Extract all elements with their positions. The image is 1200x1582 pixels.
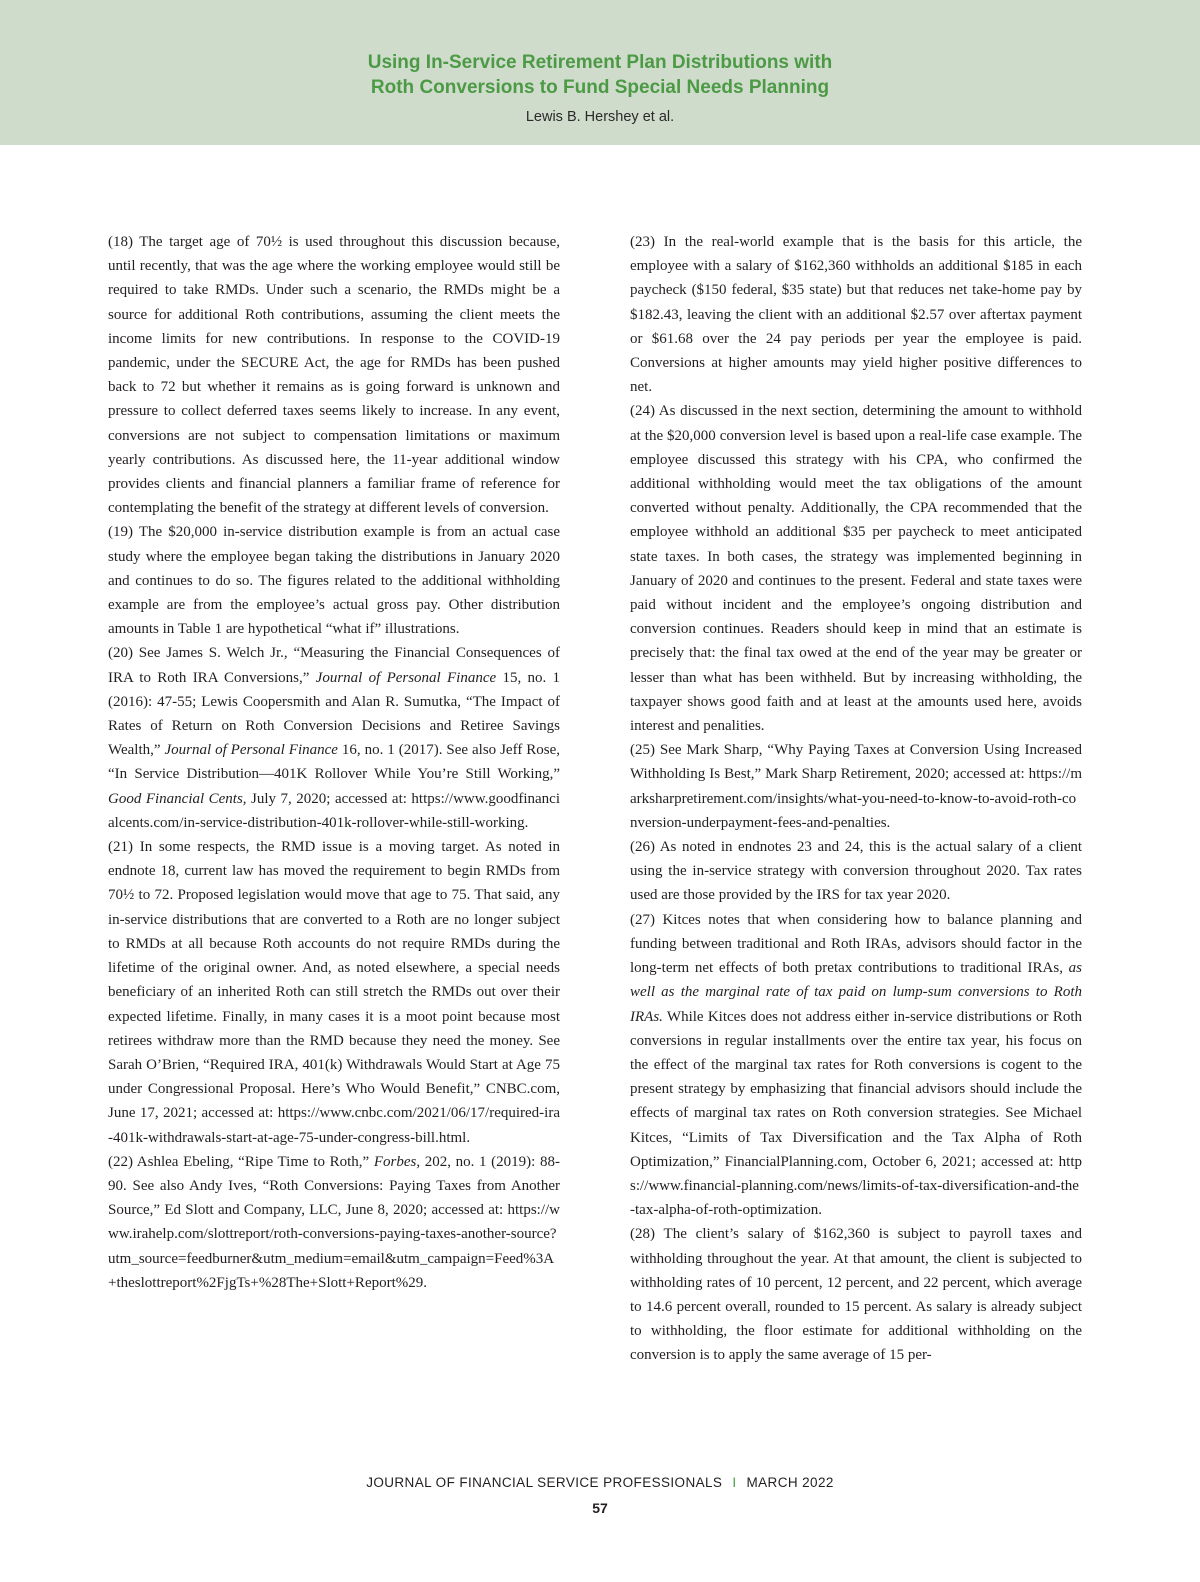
endnote-20-text: (20) See James S. Welch Jr., “Measuring the Financial Consequences of IRA to Roth IRA Conversions,” — [108, 645, 560, 686]
endnote-23: (23) In the real-world example that is the basis for this article, the employee with a salary of $162,360 withholds an additional $185 in each paycheck ($150 federal, $35 state) but that reduces net take-home pay by $182.43, leaving the client with an additional $2.57 over aftertax payment or $61.68 over the 24 pay periods per year the employee is paid. Conversions at higher amounts may yield higher positive differences to net. — [630, 234, 1082, 396]
endnote-26: (26) As noted in endnotes 23 and 24, this is the actual salary of a client using the in-service strategy with conversion throughout 2020. Tax rates used are those provided by the IRS for tax year 2020. — [630, 839, 1082, 904]
endnote-25-text: (25) See Mark Sharp, “Why Paying Taxes at Conversion Using Increased Withholding Is Best,” Mark Sharp Retirement, 2020; accessed at: — [630, 742, 1082, 783]
left-column — [108, 230, 560, 1295]
page-footer — [0, 1475, 1200, 1490]
article-title-line-2: Roth Conversions to Fund Special Needs Planning — [370, 77, 830, 98]
endnote-22-text: 202, no. 1 (2019): 88-90. See also Andy Ives, “Roth Conversions: Paying Taxes from Another Source,” Ed Slott and Company, LLC, June 8, 2020; accessed at: — [108, 1153, 560, 1219]
right-column — [630, 230, 1082, 1368]
footer-separator: I — [732, 1475, 737, 1490]
endnote-20-text: 16, no. 1 (2017). See also Jeff Rose, “In Service Distribution—401K Rollover While You’re Still Working,” — [108, 742, 561, 783]
endnote-22 — [108, 1150, 560, 1295]
endnote-27-url[interactable]: https://www.financial-planning.com/news/limits-of-tax-diversification-and-the-tax-alpha-of-roth-optimization. — [630, 1153, 1082, 1219]
endnote-22-url[interactable]: https://www.irahelp.com/slottreport/roth-conversions-paying-taxes-another-source?utm_source=feedburner&utm_medium=email&utm_campaign=Feed%3A+theslottreport%2FjgTs+%28The+Slott+Report%29. — [108, 1202, 560, 1291]
publication-title: Good Financial Cents, — [108, 790, 247, 807]
endnote-27-emphasis: as well as the marginal rate of tax paid on lump-sum conversions to Roth IRAs. — [630, 960, 1082, 1025]
endnote-21 — [108, 835, 560, 1150]
issue-date: MARCH 2022 — [746, 1475, 834, 1490]
endnote-20 — [108, 641, 560, 835]
journal-title: Journal of Personal Finance — [315, 669, 497, 686]
article-title-line-1: Using In-Service Retirement Plan Distributions with — [367, 52, 833, 73]
journal-title: Journal of Personal Finance — [164, 742, 338, 759]
endnote-25-url[interactable]: https://marksharpretirement.com/insights/what-you-need-to-know-to-avoid-roth-conversion-underpayment-fees-and-penalties. — [630, 766, 1082, 831]
endnote-28: (28) The client’s salary of $162,360 is subject to payroll taxes and withholding throughout the year. At that amount, the client is subjected to withholding rates of 10 percent, 12 percent, and 22 percent, which average to 14.6 percent overall, rounded to 15 percent. As salary is already subject to withholding, the floor estimate for additional withholding on the conversion is to apply the same average of 15 per- — [630, 1226, 1082, 1364]
endnote-20-url[interactable]: https://www.goodfinancialcents.com/in-service-distribution-401k-rollover-while-still-working. — [108, 790, 560, 831]
endnote-18: (18) The target age of 70½ is used throughout this discussion because, until recently, that was the age where the working employee would still be required to take RMDs. Under such a scenario, the RMDs might be a source for additional Roth contributions, assuming the client meets the income limits for new contributions. In response to the COVID-19 pandemic, under the SECURE Act, the age for RMDs has been pushed back to 72 but whether it remains as is going forward is unknown and pressure to collect deferred taxes seems likely to increase. In any event, conversions are not subject to compensation limitations or maximum yearly contributions. As discussed here, the 11-year additional window provides clients and financial planners a familiar frame of reference for contemplating the benefit of the strategy at different levels of conversion. — [108, 234, 560, 517]
endnote-25 — [630, 738, 1082, 835]
endnote-21-text: (21) In some respects, the RMD issue is a moving target. As noted in endnote 18, current law has moved the requirement to begin RMDs from 70½ to 72. Proposed legislation would move that age to 75. That said, any in-service distributions that are converted to a Roth are no longer subject to RMDs at all because Roth accounts do not require RMDs during the lifetime of the original owner. And, as noted elsewhere, a special needs beneficiary of an inherited Roth can still stretch the RMDs out over their expected lifetime. Finally, in many cases it is a moot point because most retirees withdraw more than the RMD because they need the money. See Sarah O’Brien, “Required IRA, 401(k) Withdrawals Would Start at Age 75 under Congressional Proposal. Here’s Who Would Benefit,” CNBC.com, June 17, 2021; accessed at: — [108, 839, 560, 1122]
endnote-22-text: (22) Ashlea Ebeling, “Ripe Time to Roth,” — [108, 1153, 374, 1170]
endnote-19: (19) The $20,000 in-service distribution example is from an actual case study where the employee began taking the distributions in January 2020 and continues to do so. The figures related to the additional withholding example are from the employee’s actual gross pay. Other distribution amounts in Table 1 are hypothetical “what if” illustrations. — [108, 524, 560, 638]
header-band — [0, 0, 1200, 145]
article-title — [0, 50, 1200, 100]
article-author: Lewis B. Hershey et al. — [525, 109, 675, 125]
endnote-20-text: July 7, 2020; accessed at: — [246, 790, 412, 807]
endnote-27-text: (27) Kitces notes that when considering how to balance planning and funding between traditional and Roth IRAs, advisors should factor in the long-term net effects of both pretax contributions to traditional IRAs, — [630, 911, 1082, 977]
journal-name: JOURNAL OF FINANCIAL SERVICE PROFESSIONALS — [366, 1475, 723, 1490]
endnote-24: (24) As discussed in the next section, determining the amount to withhold at the $20,000 conversion level is based upon a real-life case example. The employee discussed this strategy with his CPA, who confirmed the additional withholding would meet the tax obligations of the amount converted without penalty. Additionally, the CPA recommended that the employee withhold an additional $35 per paycheck to meet anticipated state taxes. In both cases, the strategy was implemented beginning in January of 2020 and continues to the present. Federal and state taxes were paid without incident and the employee’s ongoing distribution and conversion continues. Readers should keep in mind that an estimate is precisely that: the final tax owed at the end of the year may be greater or lesser than what has been withheld. But by increasing withholding, the taxpayer shows good faith and at least at the amounts used here, avoids interest and penalities. — [630, 403, 1082, 735]
publication-title: Forbes, — [373, 1153, 421, 1170]
endnote-27 — [630, 908, 1082, 1223]
endnote-21-url[interactable]: https://www.cnbc.com/2021/06/17/required-ira-401k-withdrawals-start-at-age-75-under-congress-bill.html. — [108, 1105, 560, 1146]
endnote-20-text: 15, no. 1 (2016): 47-55; Lewis Coopersmith and Alan R. Sumutka, “The Impact of Rates of Return on Roth Conversion Decisions and Retiree Savings Wealth,” — [108, 669, 560, 759]
endnote-27-text: While Kitces does not address either in-service distributions or Roth conversions in regular installments over the entire tax year, his focus on the effect of the marginal tax rates for Roth conversions is cogent to the present strategy by emphasizing that financial advisors should include the effects of marginal tax rates on Roth conversion strategies. See Michael Kitces, “Limits of Tax Diversification and the Tax Alpha of Roth Optimization,” FinancialPlanning.com, October 6, 2021; accessed at: — [630, 1008, 1082, 1170]
page-number: 57 — [592, 1500, 608, 1516]
